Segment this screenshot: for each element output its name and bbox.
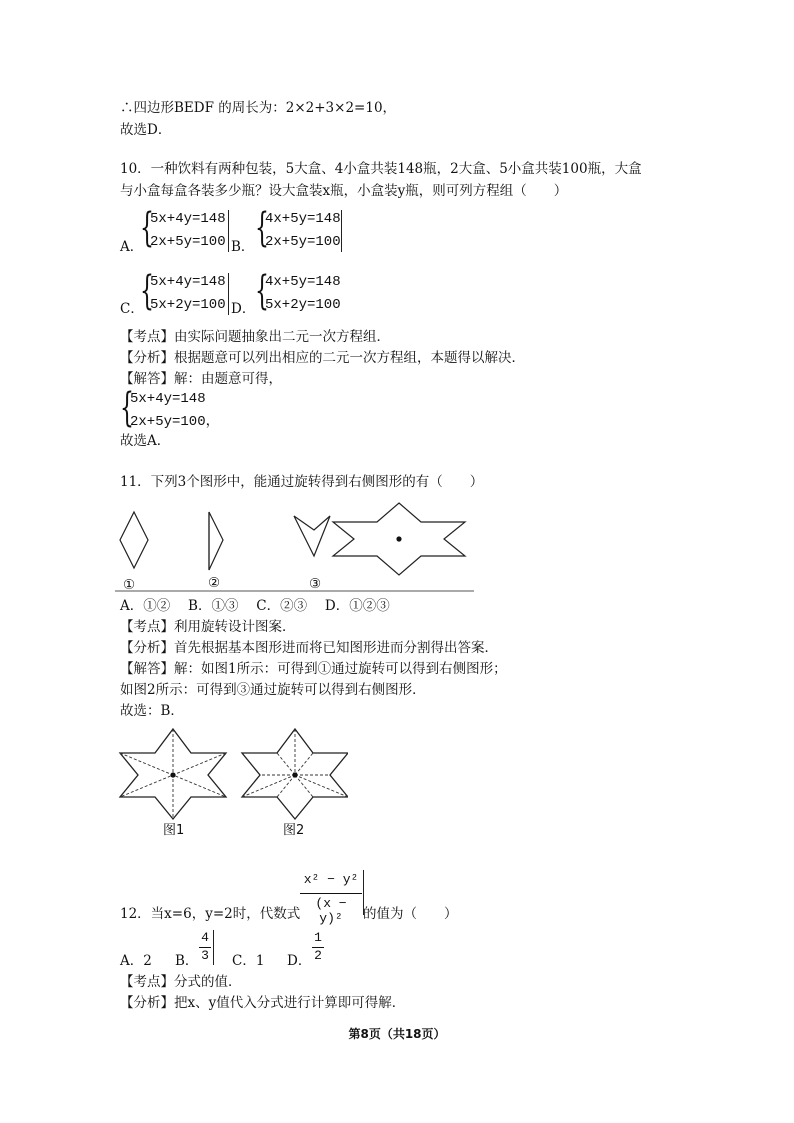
q12-fraction-bar bbox=[300, 893, 362, 894]
fig-label-1: ① bbox=[123, 577, 136, 593]
page-footer: 第8页（共18页） bbox=[348, 1027, 446, 1041]
equation: 5x+2y=100 bbox=[265, 297, 341, 313]
choose-d-line: 故选D． bbox=[120, 122, 172, 138]
fenxi-text: 首先根据基本图形进而将已知图形进而分割得出答案． bbox=[174, 640, 498, 656]
q10-choose: 故选A． bbox=[120, 433, 171, 449]
figure-1 bbox=[120, 729, 226, 819]
jieda-text: 解：如图1所示：可得到①通过旋转可以得到右侧图形； bbox=[174, 661, 507, 677]
fenxi-tag: 【分析】 bbox=[120, 995, 174, 1011]
q12-fraction-denominator: (x − y)² bbox=[315, 896, 347, 926]
q10-option-b-label: B． bbox=[231, 239, 255, 255]
jieda-tag: 【解答】 bbox=[120, 661, 174, 677]
brace: { bbox=[140, 205, 154, 251]
q12-fraction-numerator: x² − y² bbox=[303, 872, 359, 887]
bar bbox=[213, 930, 214, 965]
q12-option-b-den: 3 bbox=[201, 948, 209, 963]
q10-stem-2: 与小盒每盒各装多少瓶？设大盒装x瓶，小盒装y瓶，则可列方程组（ ） bbox=[120, 183, 568, 199]
q12-option-c: C．1 bbox=[232, 953, 265, 969]
fig-label-3: ③ bbox=[309, 576, 322, 592]
fig2-caption: 图2 bbox=[283, 823, 305, 838]
center-dot bbox=[396, 536, 401, 541]
kaodian-tag: 【考点】 bbox=[120, 619, 174, 635]
fenxi-tag: 【分析】 bbox=[120, 350, 174, 366]
jieda-text: 解：由题意可得， bbox=[174, 371, 282, 387]
q11-figures bbox=[110, 500, 490, 610]
fig-label-2: ② bbox=[208, 575, 221, 591]
bar bbox=[228, 210, 229, 252]
equation: 2x+5y=100， bbox=[130, 414, 220, 430]
q11-fenxi bbox=[120, 639, 498, 657]
figure-2 bbox=[242, 729, 348, 819]
bar bbox=[341, 210, 342, 252]
kaodian-text: 利用旋转设计图案． bbox=[174, 619, 296, 635]
equation: 5x+4y=148 bbox=[150, 211, 226, 227]
equation: 2x+5y=100 bbox=[265, 234, 341, 250]
q10-option-a-label: A． bbox=[120, 239, 144, 255]
bar bbox=[228, 273, 229, 315]
q11-jieda-2: 如图2所示：可得到③通过旋转可以得到右侧图形． bbox=[120, 682, 426, 698]
equation: 4x+5y=148 bbox=[265, 274, 341, 290]
q12-stem-pre: 12．当x=6，y=2时，代数式 bbox=[120, 906, 301, 922]
fig1-caption: 图1 bbox=[163, 823, 185, 838]
brace: { bbox=[255, 205, 269, 251]
q10-stem-1: 10．一种饮料有两种包装，5大盒、4小盒共装148瓶，2大盒、5小盒共装100瓶，大盒 bbox=[120, 161, 642, 177]
q12-stem-post: 的值为（ ） bbox=[363, 906, 458, 922]
q10-option-c-label: C． bbox=[120, 301, 144, 317]
q12-kaodian bbox=[120, 973, 242, 991]
q11-jieda bbox=[120, 660, 507, 678]
kaodian-text: 分式的值． bbox=[174, 974, 242, 990]
fenxi-text: 根据题意可以列出相应的二元一次方程组，本题得以解决． bbox=[174, 350, 525, 366]
q10-option-d-label: D． bbox=[231, 301, 256, 317]
q11-choose: 故选：B． bbox=[120, 703, 184, 719]
q10-fenxi bbox=[120, 349, 525, 367]
perimeter-line: ∴四边形BEDF 的周长为：2×2+3×2=10， bbox=[120, 100, 397, 116]
q11-stem: 11．下列3个图形中，能通过旋转得到右侧图形的有（ ） bbox=[120, 474, 484, 490]
fenxi-text: 把x、y值代入分式进行计算即可得解． bbox=[174, 995, 406, 1011]
arrowhead-shape bbox=[294, 516, 330, 556]
q12-fenxi bbox=[120, 994, 405, 1012]
kite-shape bbox=[209, 512, 223, 570]
q11-options: A．①② B．①③ C．②③ D．①②③ bbox=[120, 598, 390, 614]
q11-kaodian bbox=[120, 618, 296, 636]
q12-option-d-label: D． bbox=[287, 953, 312, 969]
q10-jieda bbox=[120, 370, 282, 388]
brace: { bbox=[255, 268, 269, 314]
brace: { bbox=[140, 268, 154, 314]
q12-option-d-num: 1 bbox=[314, 930, 322, 945]
brace: { bbox=[120, 385, 134, 431]
kaodian-tag: 【考点】 bbox=[120, 974, 174, 990]
equation: 5x+4y=148 bbox=[150, 274, 226, 290]
equation: 5x+4y=148 bbox=[130, 391, 206, 407]
equation: 2x+5y=100 bbox=[150, 234, 226, 250]
kaodian-tag: 【考点】 bbox=[120, 329, 174, 345]
q12-option-d-den: 2 bbox=[314, 948, 322, 963]
equation: 4x+5y=148 bbox=[265, 211, 341, 227]
equation: 5x+2y=100 bbox=[150, 297, 226, 313]
kaodian-text: 由实际问题抽象出二元一次方程组． bbox=[174, 329, 390, 345]
q11-solution-figures bbox=[118, 725, 348, 821]
rhombus-shape bbox=[120, 512, 148, 568]
q12-option-b-label: B． bbox=[175, 953, 199, 969]
q12-option-a: A．2 bbox=[120, 953, 152, 969]
q10-kaodian bbox=[120, 328, 390, 346]
jieda-tag: 【解答】 bbox=[120, 371, 174, 387]
q12-option-b-num: 4 bbox=[201, 930, 209, 945]
fenxi-tag: 【分析】 bbox=[120, 640, 174, 656]
